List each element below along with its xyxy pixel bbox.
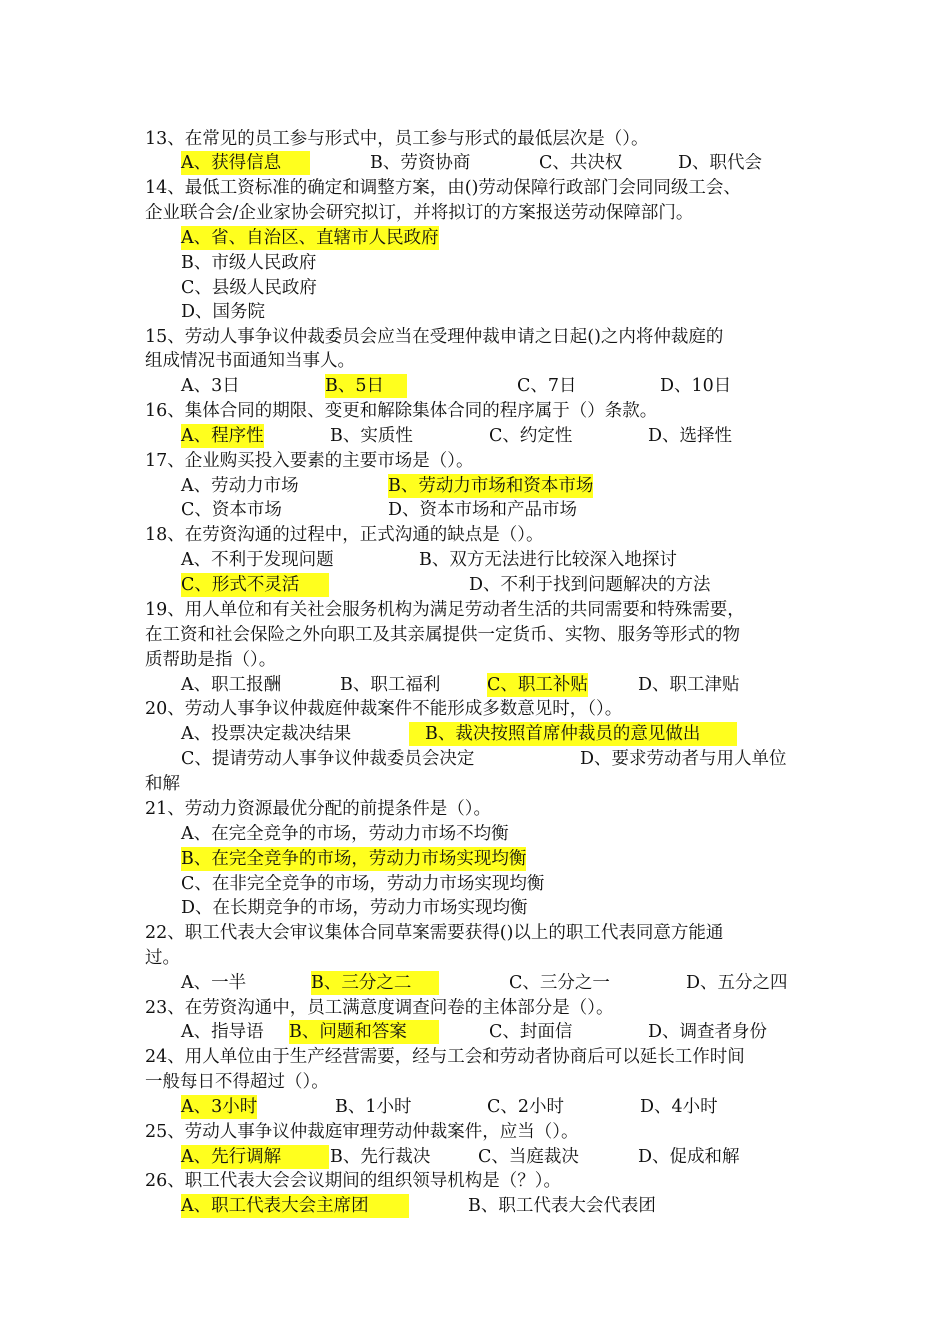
question-19-line3: 质帮助是指（）。 xyxy=(145,650,277,670)
option-19-d: D、职工津贴 xyxy=(638,675,740,695)
option-16-c: C、约定性 xyxy=(489,426,573,446)
option-26-a-answer: A、职工代表大会主席团 xyxy=(181,1194,409,1218)
option-24-c: C、2小时 xyxy=(487,1097,565,1117)
option-18-a: A、不利于发现问题 xyxy=(181,550,334,570)
option-20-d: D、要求劳动者与用人单位 xyxy=(580,749,787,769)
option-13-b: B、劳资协商 xyxy=(370,153,471,173)
option-23-b-answer: B、问题和答案 xyxy=(289,1020,439,1044)
option-15-c: C、7日 xyxy=(517,376,577,396)
option-14-b: B、市级人民政府 xyxy=(181,253,317,273)
question-26: 26、职工代表大会会议期间的组织领导机构是（？）。 xyxy=(145,1171,562,1191)
question-20: 20、劳动人事争议仲裁庭仲裁案件不能形成多数意见时，（）。 xyxy=(145,699,623,719)
question-19-line2: 在工资和社会保险之外向职工及其亲属提供一定货币、实物、服务等形式的物 xyxy=(145,625,740,645)
question-18: 18、在劳资沟通的过程中，正式沟通的缺点是（）。 xyxy=(145,525,544,545)
option-16-b: B、实质性 xyxy=(330,426,413,446)
option-23-a: A、指导语 xyxy=(181,1022,264,1042)
option-18-c-answer: C、形式不灵活 xyxy=(181,573,329,597)
option-23-d: D、调查者身份 xyxy=(648,1022,768,1042)
question-19-line1: 19、用人单位和有关社会服务机构为满足劳动者生活的共同需要和特殊需要， xyxy=(145,600,745,620)
question-15-line1: 15、劳动人事争议仲裁委员会应当在受理仲裁申请之日起()之内将仲裁庭的 xyxy=(145,327,724,347)
option-16-a-answer: A、程序性 xyxy=(181,426,264,446)
option-19-c-answer: C、职工补贴 xyxy=(487,675,588,695)
option-17-b-answer: B、劳动力市场和资本市场 xyxy=(388,476,594,496)
option-25-c: C、当庭裁决 xyxy=(478,1147,579,1167)
option-15-d: D、10日 xyxy=(660,376,732,396)
option-18-b: B、双方无法进行比较深入地探讨 xyxy=(419,550,677,570)
option-14-d: D、国务院 xyxy=(181,302,266,322)
option-16-d: D、选择性 xyxy=(648,426,733,446)
option-24-b: B、1小时 xyxy=(335,1097,412,1117)
option-21-a: A、在完全竞争的市场，劳动力市场不均衡 xyxy=(181,824,509,844)
option-22-b-answer: B、三分之二 xyxy=(311,971,439,995)
option-19-b: B、职工福利 xyxy=(340,675,441,695)
option-21-b-answer: B、在完全竞争的市场，劳动力市场实现均衡 xyxy=(181,849,527,869)
question-25: 25、劳动人事争议仲裁庭审理劳动仲裁案件，应当（）。 xyxy=(145,1122,579,1142)
option-17-d: D、资本市场和产品市场 xyxy=(388,500,578,520)
question-16: 16、集体合同的期限、变更和解除集体合同的程序属于（）条款。 xyxy=(145,401,658,421)
question-17: 17、企业购买投入要素的主要市场是（）。 xyxy=(145,451,474,471)
option-17-c: C、资本市场 xyxy=(181,500,282,520)
option-26-b: B、职工代表大会代表团 xyxy=(468,1196,656,1216)
option-25-a-answer: A、先行调解 xyxy=(181,1145,329,1169)
option-13-a-answer: A、获得信息 xyxy=(181,151,310,175)
option-21-c: C、在非完全竞争的市场，劳动力市场实现均衡 xyxy=(181,874,545,894)
question-21: 21、劳动力资源最优分配的前提条件是（）。 xyxy=(145,799,492,819)
option-20-d-continued: 和解 xyxy=(145,774,180,794)
question-14-line2: 企业联合会/企业家协会研究拟订，并将拟订的方案报送劳动保障部门。 xyxy=(145,203,694,223)
option-24-d: D、4小时 xyxy=(640,1097,718,1117)
option-20-a: A、投票决定裁决结果 xyxy=(181,724,352,744)
question-23: 23、在劳资沟通中，员工满意度调查问卷的主体部分是（）。 xyxy=(145,998,614,1018)
option-17-a: A、劳动力市场 xyxy=(181,476,299,496)
option-22-c: C、三分之一 xyxy=(509,973,610,993)
option-20-b-answer: B、裁决按照首席仲裁员的意见做出 xyxy=(409,722,737,746)
option-22-a: A、一半 xyxy=(181,973,247,993)
question-15-line2: 组成情况书面通知当事人。 xyxy=(145,351,355,371)
option-18-d: D、不利于找到问题解决的方法 xyxy=(469,575,711,595)
option-25-b: B、先行裁决 xyxy=(330,1147,431,1167)
question-13: 13、在常见的员工参与形式中，员工参与形式的最低层次是（）。 xyxy=(145,129,649,149)
question-14-line1: 14、最低工资标准的确定和调整方案，由()劳动保障行政部门会同同级工会、 xyxy=(145,178,741,198)
option-15-a: A、3日 xyxy=(181,376,240,396)
option-15-b-answer: B、5日 xyxy=(325,374,407,398)
option-25-d: D、促成和解 xyxy=(638,1147,740,1167)
option-14-c: C、县级人民政府 xyxy=(181,278,317,298)
option-21-d: D、在长期竞争的市场，劳动力市场实现均衡 xyxy=(181,898,528,918)
option-19-a: A、职工报酬 xyxy=(181,675,282,695)
question-22-line1: 22、职工代表大会审议集体合同草案需要获得()以上的职工代表同意方能通 xyxy=(145,923,724,943)
option-24-a-answer: A、3小时 xyxy=(181,1097,258,1117)
option-22-d: D、五分之四 xyxy=(686,973,788,993)
option-14-a-answer: A、省、自治区、直辖市人民政府 xyxy=(181,228,439,248)
option-23-c: C、封面信 xyxy=(489,1022,573,1042)
option-20-c: C、提请劳动人事争议仲裁委员会决定 xyxy=(181,749,475,769)
question-24-line2: 一般每日不得超过（）。 xyxy=(145,1072,329,1092)
question-22-line2: 过。 xyxy=(145,948,180,968)
option-13-c: C、共决权 xyxy=(539,153,623,173)
option-13-d: D、职代会 xyxy=(678,153,763,173)
question-24-line1: 24、用人单位由于生产经营需要，经与工会和劳动者协商后可以延长工作时间 xyxy=(145,1047,745,1067)
